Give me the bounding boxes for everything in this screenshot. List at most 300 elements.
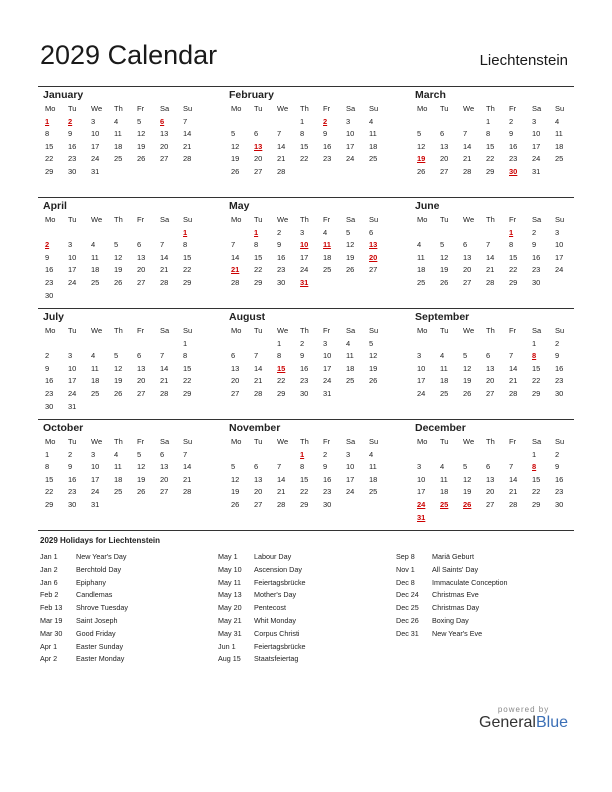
day-cell: 23	[323, 154, 332, 164]
holiday-day: 1	[300, 449, 305, 459]
weekday-header: Th	[300, 104, 309, 113]
day-grid	[38, 325, 198, 413]
month-name: May	[229, 200, 250, 212]
day-cell: 12	[231, 141, 240, 151]
holiday-date: Dec 24	[396, 590, 419, 600]
weekday-header: Su	[369, 437, 379, 446]
month-row	[38, 308, 574, 419]
day-cell: 8	[300, 129, 305, 139]
day-cell: 4	[440, 462, 445, 472]
weekday-header: Th	[114, 104, 123, 113]
weekday-header: Tu	[254, 437, 263, 446]
day-grid	[38, 436, 198, 512]
day-cell: 23	[532, 265, 541, 275]
day-cell: 25	[91, 388, 100, 398]
day-cell: 7	[509, 462, 514, 472]
holiday-day: 6	[160, 116, 165, 126]
day-cell: 23	[68, 154, 77, 164]
empty-cell	[224, 338, 247, 351]
day-cell: 25	[555, 154, 564, 164]
day-cell: 23	[555, 376, 564, 386]
month-name: August	[229, 311, 266, 323]
month-july	[38, 309, 198, 413]
weekday-header: We	[463, 326, 475, 335]
holiday-date: Feb 2	[40, 590, 59, 600]
weekday-header: Sa	[532, 437, 542, 446]
holiday-row	[218, 551, 396, 564]
empty-cell	[84, 227, 107, 240]
day-cell: 11	[440, 474, 448, 484]
day-cell: 6	[137, 240, 142, 250]
holiday-row	[40, 602, 218, 615]
weekday-header: Th	[486, 437, 495, 446]
holiday-row	[218, 615, 396, 628]
day-cell: 17	[532, 141, 541, 151]
day-cell: 6	[254, 462, 259, 472]
day-cell: 11	[91, 363, 99, 373]
day-cell: 20	[231, 376, 240, 386]
day-cell: 27	[231, 388, 240, 398]
day-cell: 11	[91, 252, 99, 262]
holiday-row	[40, 551, 218, 564]
day-cell: 17	[555, 252, 564, 262]
holiday-row	[396, 551, 574, 564]
empty-cell	[107, 338, 130, 351]
empty-cell	[456, 449, 479, 462]
day-cell: 8	[183, 240, 188, 250]
day-cell: 7	[509, 351, 514, 361]
empty-cell	[410, 449, 433, 462]
empty-cell	[153, 227, 176, 240]
day-cell: 23	[323, 487, 332, 497]
day-cell: 20	[137, 265, 146, 275]
weekday-header: Th	[300, 437, 309, 446]
day-cell: 24	[532, 154, 541, 164]
day-cell: 12	[114, 363, 123, 373]
month-may	[224, 198, 384, 290]
day-cell: 29	[532, 499, 541, 509]
day-cell: 22	[532, 376, 541, 386]
day-cell: 18	[346, 363, 355, 373]
day-cell: 5	[369, 338, 374, 348]
holiday-day: 11	[323, 240, 331, 250]
day-cell: 16	[323, 474, 332, 484]
holiday-date: Nov 1	[396, 564, 415, 574]
empty-cell	[153, 338, 176, 351]
empty-cell	[224, 227, 247, 240]
day-cell: 12	[463, 363, 472, 373]
day-cell: 4	[114, 449, 119, 459]
holiday-date: Jun 1	[218, 641, 236, 651]
day-cell: 29	[45, 499, 54, 509]
day-cell: 5	[463, 351, 468, 361]
holiday-date: May 31	[218, 628, 242, 638]
day-cell: 12	[417, 141, 426, 151]
day-cell: 6	[369, 227, 374, 237]
day-cell: 1	[532, 449, 537, 459]
day-cell: 20	[160, 474, 169, 484]
holiday-date: Jan 1	[40, 552, 58, 561]
day-cell: 6	[160, 449, 165, 459]
month-october	[38, 420, 198, 512]
day-grid	[224, 325, 384, 401]
holiday-name: Christmas Day	[432, 603, 480, 613]
holiday-row	[40, 628, 218, 641]
holiday-date: May 21	[218, 615, 242, 625]
day-cell: 31	[532, 166, 541, 176]
holiday-name: New Year's Day	[76, 552, 127, 561]
day-cell: 29	[300, 499, 309, 509]
day-cell: 27	[137, 277, 146, 287]
month-november	[224, 420, 384, 512]
month-name: December	[415, 422, 466, 434]
empty-cell	[38, 338, 61, 351]
holiday-list-title: 2029 Holidays for Liechtenstein	[40, 536, 161, 545]
day-cell: 16	[45, 265, 54, 275]
day-cell: 5	[114, 240, 119, 250]
weekday-header: Mo	[417, 437, 428, 446]
day-cell: 2	[555, 449, 560, 459]
day-cell: 31	[91, 499, 100, 509]
day-cell: 19	[463, 487, 472, 497]
day-cell: 6	[440, 129, 445, 139]
day-cell: 17	[300, 252, 309, 262]
day-cell: 17	[68, 376, 77, 386]
day-cell: 10	[91, 129, 100, 139]
day-cell: 20	[440, 154, 449, 164]
day-cell: 3	[91, 449, 96, 459]
holiday-name: Easter Monday	[76, 654, 125, 664]
day-cell: 24	[91, 154, 100, 164]
day-cell: 2	[68, 449, 73, 459]
day-cell: 25	[323, 265, 332, 275]
day-cell: 5	[137, 116, 142, 126]
empty-cell	[410, 338, 433, 351]
holiday-row	[40, 641, 218, 654]
day-cell: 19	[369, 363, 378, 373]
day-cell: 26	[114, 277, 123, 287]
day-cell: 8	[300, 462, 305, 472]
day-cell: 21	[183, 474, 192, 484]
day-cell: 4	[369, 449, 374, 459]
day-cell: 18	[91, 265, 100, 275]
day-cell: 28	[463, 166, 472, 176]
day-cell: 27	[137, 388, 146, 398]
day-cell: 8	[509, 240, 514, 250]
day-cell: 19	[440, 265, 449, 275]
day-cell: 23	[300, 376, 309, 386]
day-cell: 26	[114, 388, 123, 398]
day-cell: 9	[68, 462, 73, 472]
day-cell: 18	[417, 265, 426, 275]
day-cell: 2	[300, 338, 305, 348]
holiday-day: 2	[323, 116, 328, 126]
day-cell: 25	[346, 376, 355, 386]
day-cell: 22	[254, 265, 263, 275]
day-cell: 9	[45, 252, 50, 262]
page-title: 2029 Calendar	[40, 40, 218, 70]
day-cell: 5	[346, 227, 351, 237]
day-cell: 8	[183, 351, 188, 361]
holiday-row	[396, 589, 574, 602]
day-cell: 6	[231, 351, 236, 361]
day-cell: 29	[277, 388, 286, 398]
day-cell: 26	[369, 376, 378, 386]
day-cell: 30	[555, 499, 564, 509]
day-cell: 12	[440, 252, 449, 262]
holiday-day: 24	[417, 499, 426, 509]
day-cell: 24	[68, 388, 77, 398]
day-cell: 2	[45, 351, 50, 361]
weekday-header: Tu	[254, 326, 263, 335]
empty-cell	[38, 227, 61, 240]
day-cell: 30	[68, 499, 77, 509]
holiday-name: Labour Day	[254, 552, 292, 561]
empty-cell	[456, 338, 479, 351]
holiday-day: 10	[300, 240, 309, 250]
weekday-header: We	[91, 104, 103, 113]
weekday-header: Fr	[323, 104, 331, 113]
day-cell: 4	[114, 116, 119, 126]
day-cell: 7	[486, 240, 491, 250]
weekday-header: We	[463, 104, 475, 113]
holiday-day: 1	[509, 227, 514, 237]
empty-cell	[479, 227, 502, 240]
day-cell: 29	[254, 277, 263, 287]
empty-cell	[270, 449, 293, 462]
holiday-day: 30	[509, 166, 518, 176]
day-cell: 12	[114, 252, 123, 262]
weekday-header: We	[277, 437, 289, 446]
weekday-header: Sa	[160, 215, 170, 224]
day-cell: 4	[369, 116, 374, 126]
month-january	[38, 87, 198, 179]
day-cell: 30	[68, 166, 77, 176]
weekday-header: Fr	[137, 326, 145, 335]
holiday-date: May 20	[218, 603, 242, 613]
holiday-row	[218, 602, 396, 615]
day-cell: 21	[509, 487, 518, 497]
day-cell: 19	[137, 141, 146, 151]
weekday-header: Su	[555, 437, 565, 446]
day-cell: 9	[555, 351, 560, 361]
day-cell: 9	[509, 129, 514, 139]
day-cell: 18	[323, 252, 332, 262]
weekday-header: Mo	[231, 326, 242, 335]
holiday-day: 13	[254, 141, 263, 151]
day-cell: 3	[323, 338, 328, 348]
holiday-row	[396, 615, 574, 628]
day-cell: 16	[68, 474, 77, 484]
day-cell: 4	[346, 338, 351, 348]
weekday-header: Mo	[417, 326, 428, 335]
day-cell: 3	[91, 116, 96, 126]
holiday-row	[396, 577, 574, 590]
holiday-date: Apr 2	[40, 654, 58, 664]
day-cell: 29	[509, 277, 518, 287]
weekday-header: We	[91, 437, 103, 446]
holiday-date: Mar 30	[40, 628, 63, 638]
day-cell: 31	[91, 166, 100, 176]
month-row	[38, 86, 574, 197]
empty-cell	[433, 449, 456, 462]
weekday-header: Tu	[440, 104, 449, 113]
weekday-header: Su	[183, 104, 193, 113]
day-cell: 11	[346, 351, 354, 361]
empty-cell	[502, 449, 525, 462]
day-cell: 26	[137, 487, 146, 497]
weekday-header: Fr	[323, 437, 331, 446]
day-cell: 24	[91, 487, 100, 497]
holiday-date: Apr 1	[40, 641, 58, 651]
month-name: October	[43, 422, 84, 434]
day-cell: 27	[369, 265, 378, 275]
day-cell: 7	[231, 240, 236, 250]
holiday-name: Epiphany	[76, 577, 106, 587]
holiday-day: 8	[532, 351, 537, 361]
weekday-header: Th	[114, 215, 123, 224]
day-cell: 28	[160, 277, 169, 287]
day-cell: 10	[417, 474, 426, 484]
day-cell: 22	[45, 154, 54, 164]
day-cell: 14	[509, 474, 518, 484]
weekday-header: Su	[555, 104, 565, 113]
day-cell: 15	[486, 141, 495, 151]
weekday-header: Fr	[323, 215, 331, 224]
day-cell: 3	[346, 449, 351, 459]
holiday-day: 1	[183, 227, 188, 237]
day-grid	[410, 436, 570, 524]
day-cell: 25	[417, 277, 426, 287]
weekday-header: Tu	[68, 437, 77, 446]
weekday-header: Sa	[532, 215, 542, 224]
day-cell: 17	[323, 363, 332, 373]
weekday-header: Fr	[509, 437, 517, 446]
day-cell: 15	[509, 252, 518, 262]
weekday-header: We	[91, 215, 103, 224]
day-cell: 19	[346, 252, 355, 262]
weekday-header: Fr	[509, 104, 517, 113]
day-cell: 8	[277, 351, 282, 361]
day-cell: 25	[91, 277, 100, 287]
day-cell: 7	[463, 129, 468, 139]
day-grid	[410, 214, 570, 290]
brand-name-part1: General	[479, 714, 536, 731]
day-cell: 20	[254, 154, 263, 164]
day-grid	[224, 214, 384, 290]
holiday-name: All Saints' Day	[432, 564, 479, 574]
holiday-date: May 1	[218, 552, 238, 561]
day-cell: 27	[160, 154, 169, 164]
day-cell: 26	[417, 166, 426, 176]
day-cell: 16	[300, 363, 309, 373]
day-cell: 12	[463, 474, 472, 484]
holiday-row	[40, 589, 218, 602]
day-cell: 6	[486, 462, 491, 472]
day-cell: 13	[137, 363, 146, 373]
holiday-row	[40, 615, 218, 628]
day-cell: 9	[323, 462, 328, 472]
day-cell: 21	[183, 141, 192, 151]
day-cell: 18	[440, 487, 449, 497]
day-cell: 23	[509, 154, 518, 164]
day-cell: 9	[300, 351, 305, 361]
weekday-header: Tu	[254, 215, 263, 224]
day-cell: 3	[68, 351, 73, 361]
day-cell: 18	[114, 141, 123, 151]
day-cell: 5	[463, 462, 468, 472]
holiday-row	[218, 653, 396, 666]
weekday-header: Th	[486, 326, 495, 335]
day-cell: 28	[183, 487, 192, 497]
day-cell: 22	[532, 487, 541, 497]
day-cell: 2	[532, 227, 537, 237]
holiday-row	[40, 564, 218, 577]
weekday-header: Su	[183, 215, 193, 224]
day-cell: 24	[555, 265, 564, 275]
day-cell: 13	[463, 252, 472, 262]
month-name: June	[415, 200, 440, 212]
holiday-column	[396, 551, 574, 666]
day-cell: 20	[160, 141, 169, 151]
day-cell: 3	[68, 240, 73, 250]
holiday-day: 13	[369, 240, 378, 250]
day-cell: 9	[45, 363, 50, 373]
month-row	[38, 197, 574, 308]
holiday-name: New Year's Eve	[432, 628, 483, 638]
empty-cell	[61, 227, 84, 240]
day-cell: 24	[346, 154, 355, 164]
weekday-header: Th	[114, 437, 123, 446]
holiday-day: 2	[45, 240, 50, 250]
day-cell: 11	[369, 462, 377, 472]
day-cell: 20	[463, 265, 472, 275]
day-cell: 7	[183, 116, 188, 126]
weekday-header: Su	[555, 326, 565, 335]
day-cell: 6	[254, 129, 259, 139]
day-cell: 25	[369, 487, 378, 497]
day-cell: 21	[254, 376, 263, 386]
day-cell: 3	[417, 351, 422, 361]
day-cell: 14	[463, 141, 472, 151]
day-cell: 29	[183, 277, 192, 287]
holiday-date: Aug 15	[218, 654, 241, 664]
holiday-row	[218, 628, 396, 641]
day-cell: 14	[277, 474, 286, 484]
holiday-column	[218, 551, 396, 666]
day-cell: 16	[68, 141, 77, 151]
day-cell: 17	[417, 376, 426, 386]
holiday-date: May 13	[218, 590, 242, 600]
day-cell: 13	[486, 363, 495, 373]
weekday-header: We	[277, 215, 289, 224]
day-grid	[224, 436, 384, 512]
weekday-header: Su	[369, 326, 379, 335]
day-cell: 28	[160, 388, 169, 398]
weekday-header: Sa	[346, 104, 356, 113]
day-cell: 1	[486, 116, 491, 126]
day-cell: 15	[254, 252, 263, 262]
day-cell: 14	[231, 252, 240, 262]
month-february	[224, 87, 384, 179]
day-cell: 20	[486, 376, 495, 386]
day-cell: 11	[114, 462, 122, 472]
holiday-day: 31	[417, 512, 426, 522]
holiday-date: Jan 2	[40, 564, 58, 574]
day-cell: 4	[323, 227, 328, 237]
day-cell: 28	[231, 277, 240, 287]
empty-cell	[247, 449, 270, 462]
